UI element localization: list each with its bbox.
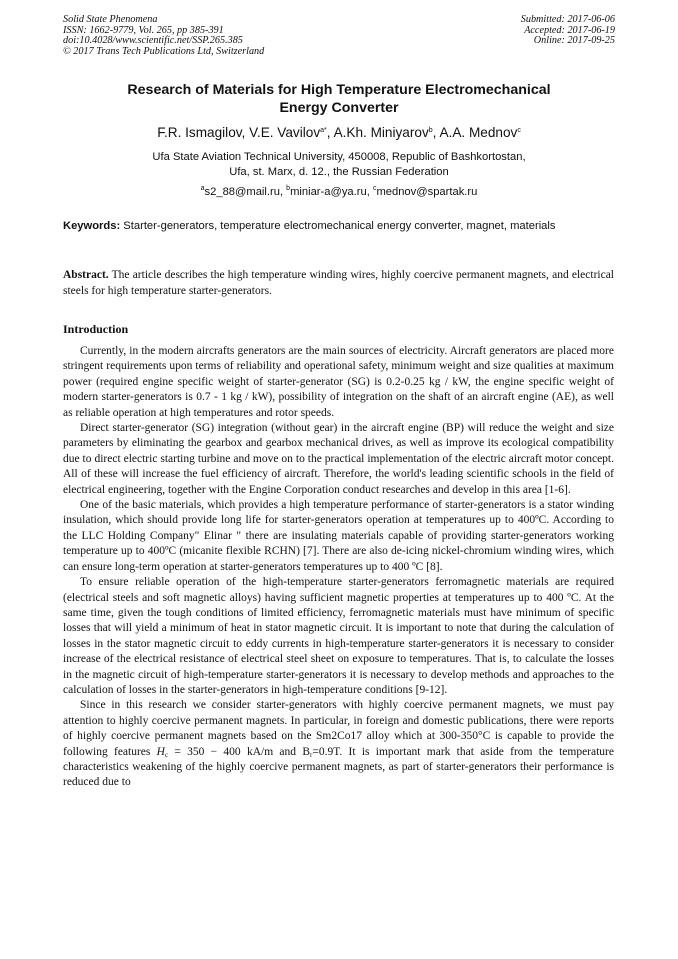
- author-2-affil-mark: a*: [320, 127, 327, 134]
- introduction-heading: Introduction: [63, 322, 129, 336]
- email-b[interactable]: miniar-a@ya.ru,: [290, 186, 373, 198]
- issn-line: ISSN: 1662-9779, Vol. 265, pp 385-391: [63, 24, 224, 36]
- paragraph-5-start: Since in this research we consider starter-generators with highly coercive permanent magnets, we must pay attention to highly coercive permanent magnets. In particular, in foreign and domestic publications, there were reports of highly coercive permanent magnets based on the Sm2Co17 alloy which at 300-350°C is capable to provide the following features: [63, 699, 614, 758]
- coercivity-equation: = 350 − 400 kA/m and B: [168, 745, 310, 758]
- email-c-mark: c: [372, 185, 377, 192]
- doi-line[interactable]: doi:10.4028/www.scientific.net/SSP.265.385: [63, 35, 243, 47]
- abstract-block: [63, 268, 614, 299]
- paper-title: [60, 81, 618, 117]
- keywords-label: Keywords:: [63, 220, 121, 232]
- publication-info: [63, 15, 264, 57]
- coercivity-subscript: c: [164, 750, 169, 759]
- paragraph-2: Direct starter-generator (SG) integration (without gear) in the aircraft engine (BP) will reduce the weight and size parameters by eliminating the gearbox and gearbox mechanical drives, as well as improve its ecological compatibility due to direct electric starting turbine and move on to the practical implementation of the electric aircraft motor concept. All of these will increase the fuel efficiency of aircraft. Therefore, the world's leading scientific schools in the field of electrical engineering, together with the Engine Corporation conduct researches and develop in this area [1-6].: [63, 422, 614, 496]
- author-3: A.Kh. Miniyarov: [333, 125, 429, 140]
- email-a[interactable]: s2_88@mail.ru,: [204, 186, 287, 198]
- paragraph-5-end: =0.9T. It is important mark that aside from the temperature characteristics weakening of the highly coercive permanent magnets, as part of starter-generators their performance is reduced due to: [63, 745, 614, 789]
- author-separator: ,: [432, 125, 440, 140]
- email-list: [60, 185, 618, 199]
- affiliation-line-2: Ufa, st. Marx, d. 12., the Russian Federation: [229, 166, 449, 178]
- paragraph-3: One of the basic materials, which provides a high temperature performance of starter-generators is a stator winding insulation, which should provide long life for starter-generators operation at temperatures up to 400ºC. According to the LLC Holding Company" Elinar " there are insulating materials capable of providing starter-generators working temperature up to 400ºC (micanite flexible RCHN) [7]. There are also de-icing nickel-chromium winding wires, which can ensure long-term operation at starter-generators temperatures up to 400 ºC [8].: [63, 499, 614, 573]
- author-separator: ,: [326, 125, 334, 140]
- journal-name: Solid State Phenomena: [63, 14, 158, 25]
- paragraph-5: [63, 698, 614, 790]
- keywords-text: Starter-generators, temperature electromechanical energy converter, magnet, materials: [120, 220, 556, 232]
- accepted-date: Accepted: 2017-06-19: [524, 24, 615, 36]
- remanence-subscript: r: [310, 750, 313, 759]
- online-date: Online: 2017-09-25: [533, 35, 615, 47]
- author-2: V.E. Vavilov: [249, 125, 321, 140]
- copyright-line: © 2017 Trans Tech Publications Ltd, Switzerland: [63, 45, 265, 57]
- publication-dates: [521, 15, 615, 47]
- paragraph-1: Currently, in the modern aircrafts generators are the main sources of electricity. Aircraft generators are placed more stringent requirements upon terms of reliability and operational safety, minimum weight and size qualities at maximum power (required engine specific weight of starter-generator (SG) is 0.2-0.25 kg / kW, the engine specific weight of modern starter-generators is 0.7 - 1 kg / kW), possibility of integration on the shaft of an aircraft engine (AE), as well as reliable operation at high temperatures and rotor speeds.: [63, 345, 614, 419]
- affiliation: [60, 150, 618, 180]
- abstract-label: Abstract.: [63, 269, 109, 281]
- affiliation-line-1: Ufa State Aviation Technical University, 450008, Republic of Bashkortostan,: [152, 151, 526, 163]
- title-line-2: Energy Converter: [279, 100, 399, 116]
- author-4: A.A. Mednov: [439, 125, 518, 140]
- author-4-affil-mark: c: [517, 127, 521, 134]
- author-list: [60, 125, 618, 141]
- author-1: F.R. Ismagilov,: [157, 125, 250, 140]
- submitted-date: Submitted: 2017-06-06: [520, 14, 615, 25]
- email-a-mark: a: [200, 185, 205, 192]
- author-3-affil-mark: b: [428, 127, 433, 134]
- title-line-1: Research of Materials for High Temperature Electromechanical: [127, 82, 551, 98]
- coercivity-symbol: H: [156, 745, 165, 758]
- email-b-mark: b: [286, 185, 291, 192]
- keywords-block: [63, 219, 614, 234]
- abstract-text: The article describes the high temperature winding wires, highly coercive permanent magnets, and electrical steels for high temperature starter-generators.: [63, 269, 614, 297]
- paragraph-4: To ensure reliable operation of the high-temperature starter-generators ferromagnetic materials are required (electrical steels and soft magnetic alloys) having sufficient magnetic properties at temperatures up to 400 ºC. At the same time, given the tough conditions of limited efficiency, ferromagnetic materials must have minimum of specific losses that will yield a minimum of heat in stator magnetic circuit. It is important to note that during the calculation of losses in the stator magnetic circuit to eddy currents in high-temperature starter-generators it is necessary to consider increase of the electrical resistance of electrical steel sheet on exposure to temperatures. That is, to calculate the losses in the magnetic circuit of high-temperature starter-generators it is necessary to develop methods and approaches to the calculation of losses in the starter-generators in high-temperature conditions [9-12].: [63, 576, 614, 696]
- introduction-body: [63, 344, 614, 791]
- email-c[interactable]: mednov@spartak.ru: [376, 186, 478, 198]
